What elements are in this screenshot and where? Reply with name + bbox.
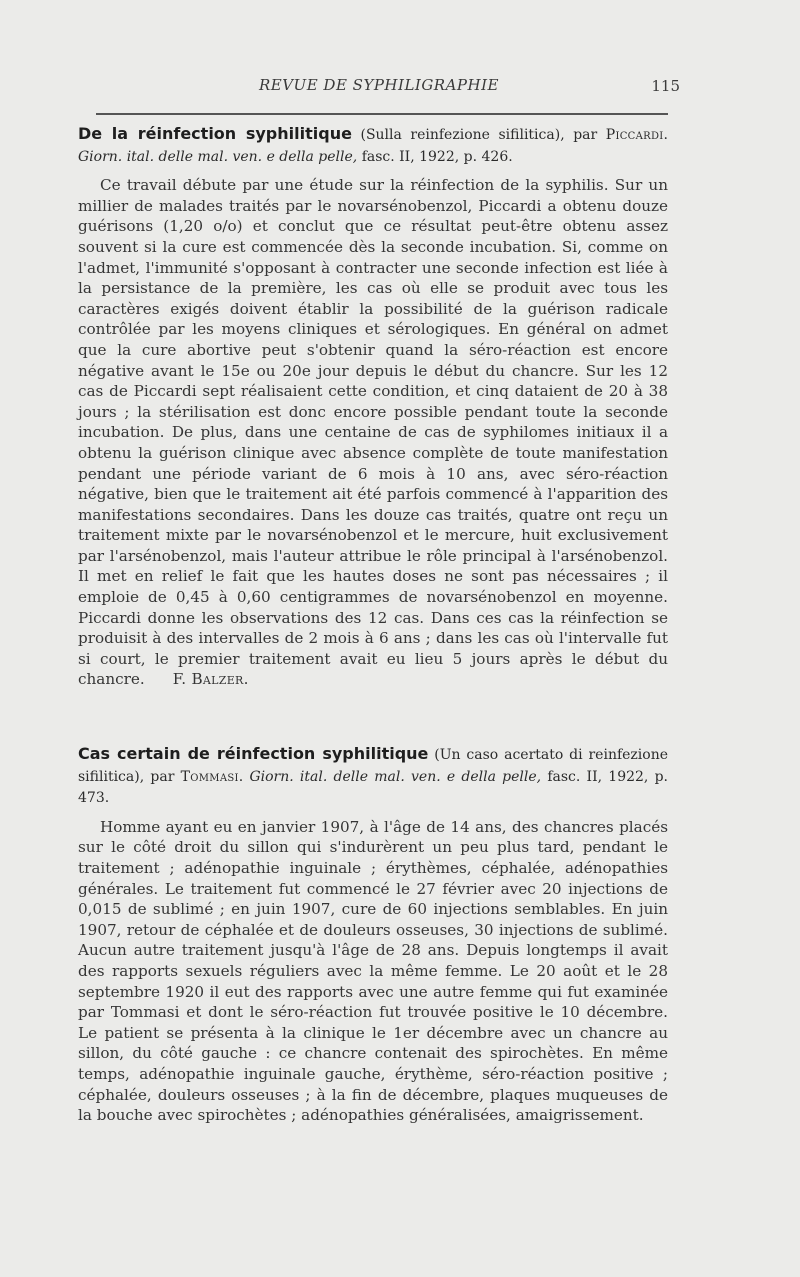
article-author: Tommasi	[180, 768, 239, 785]
article-signature: F. Balzer.	[172, 670, 249, 689]
article-title: Cas certain de réinfection syphilitique	[78, 744, 429, 763]
article-ref-separator: .	[238, 768, 250, 785]
article-author: Piccardi	[605, 127, 664, 143]
header-rule	[96, 113, 668, 115]
article-body	[78, 175, 668, 690]
article-body-text: Ce travail débute par une étude sur la réinfection de la syphilis. Sur un millier de malades traités par le novarsénobenzol, Piccardi a obtenu douze guérisons (1,20 o/o) et conclut que ce résultat peut-être obtenu assez souvent si la cure est commencée dès la seconde incubation. Si, comme on l'admet, l'immunité s'opposant à contracter une seconde infection est liée à la persistance de la première, les cas où elle se produit avec tous les caractères exigés doivent établir la possibilité de la guérison radicale contrôlée par les moyens cliniques et sérologiques. En général on admet que la cure abortive peut s'obtenir quand la séro-réaction est encore négative avant le 15e ou 20e jour depuis le début du chancre. Sur les 12 cas de Piccardi sept réalisaient cette condition, et cinq dataient de 20 à 38 jours ; la stérilisation est donc encore possible pendant toute la seconde incubation. De plus, dans une centaine de cas de syphilomes initiaux il a obtenu la guérison clinique avec absence complète de toute manifestation pendant une période variant de 6 mois à 10 ans, avec séro-réaction négative, bien que le traitement ait été parfois commencé à l'apparition des manifestations secondaires. Dans les douze cas traités, quatre ont reçu un traitement mixte par le novarsénobenzol et le mercure, huit exclusivement par l'arsénobenzol, mais l'auteur attribue le rôle principal à l'arsénobenzol. Il met en relief le fait que les hautes doses ne sont pas nécessaires ; il emploie de 0,45 à 0,60 centigrammes de novarsénobenzol en moyenne. Piccardi donne les observations des 12 cas. Dans ces cas la réinfection se produisit à des intervalles de 2 mois à 6 ans ; dans les cas où l'intervalle fut si court, le premier traitement avait eu lieu 5 jours après le début du chancre.	[78, 176, 668, 689]
running-title: REVUE DE SYPHILIGRAPHIE	[258, 76, 499, 94]
article-journal: Giorn. ital. delle mal. ven. e della pelle,	[78, 148, 358, 165]
article-tommasi	[78, 744, 668, 1126]
article-ref-issue: fasc. II, 1922, p. 426.	[357, 148, 513, 165]
article-heading	[78, 124, 668, 167]
spacer	[78, 809, 668, 817]
article-piccardi	[78, 124, 668, 690]
article-ref-separator: .	[663, 127, 668, 143]
article-body: Homme ayant eu en janvier 1907, à l'âge de 14 ans, des chancres placés sur le côté droit du sillon qui s'indurèrent un peu plus tard, pendant le traitement ; adénopathie inguinale ; érythèmes, céphalée, adénopathies générales. Le traitement fut commencé le 27 février avec 20 injections de 0,015 de sublimé ; en juin 1907, cure de 60 injections semblables. En juin 1907, retour de céphalée et de douleurs osseuses, 30 injections de sublimé. Aucun autre traitement jusqu'à l'âge de 28 ans. Depuis longtemps il avait des rapports sexuels réguliers avec la même femme. Le 20 août et le 28 septembre 1920 il eut des rapports avec une autre femme qui fut examinée par Tommasi et dont le séro-réaction fut trouvée positive le 10 décembre. Le patient se présenta à la clinique le 1er décembre avec un chancre au sillon, du côté gauche : ce chancre contenait des spirochètes. En même temps, adénopathie inguinale gauche, érythème, séro-réaction positive ; céphalée, douleurs osseuses ; à la fin de décembre, plaques muqueuses de la bouche avec spirochètes ; adénopathies généralisées, amaigrissement.	[78, 817, 668, 1125]
article-ref-issue: fasc. II, 1922, p. 473.	[78, 768, 669, 807]
article-ref-original-title: (Un caso acertato di reinfezione sifilitica), par	[78, 747, 669, 785]
article-journal: Giorn. ital. delle mal. ven. e della pelle,	[249, 768, 542, 785]
page-number: 115	[651, 77, 680, 95]
page-header	[78, 74, 680, 100]
article-ref-original-title: (Sulla reinfezione sifilitica), par	[351, 127, 606, 143]
article-title: De la réinfection syphilitique	[78, 124, 352, 143]
spacer	[78, 167, 668, 175]
article-heading	[78, 744, 668, 809]
